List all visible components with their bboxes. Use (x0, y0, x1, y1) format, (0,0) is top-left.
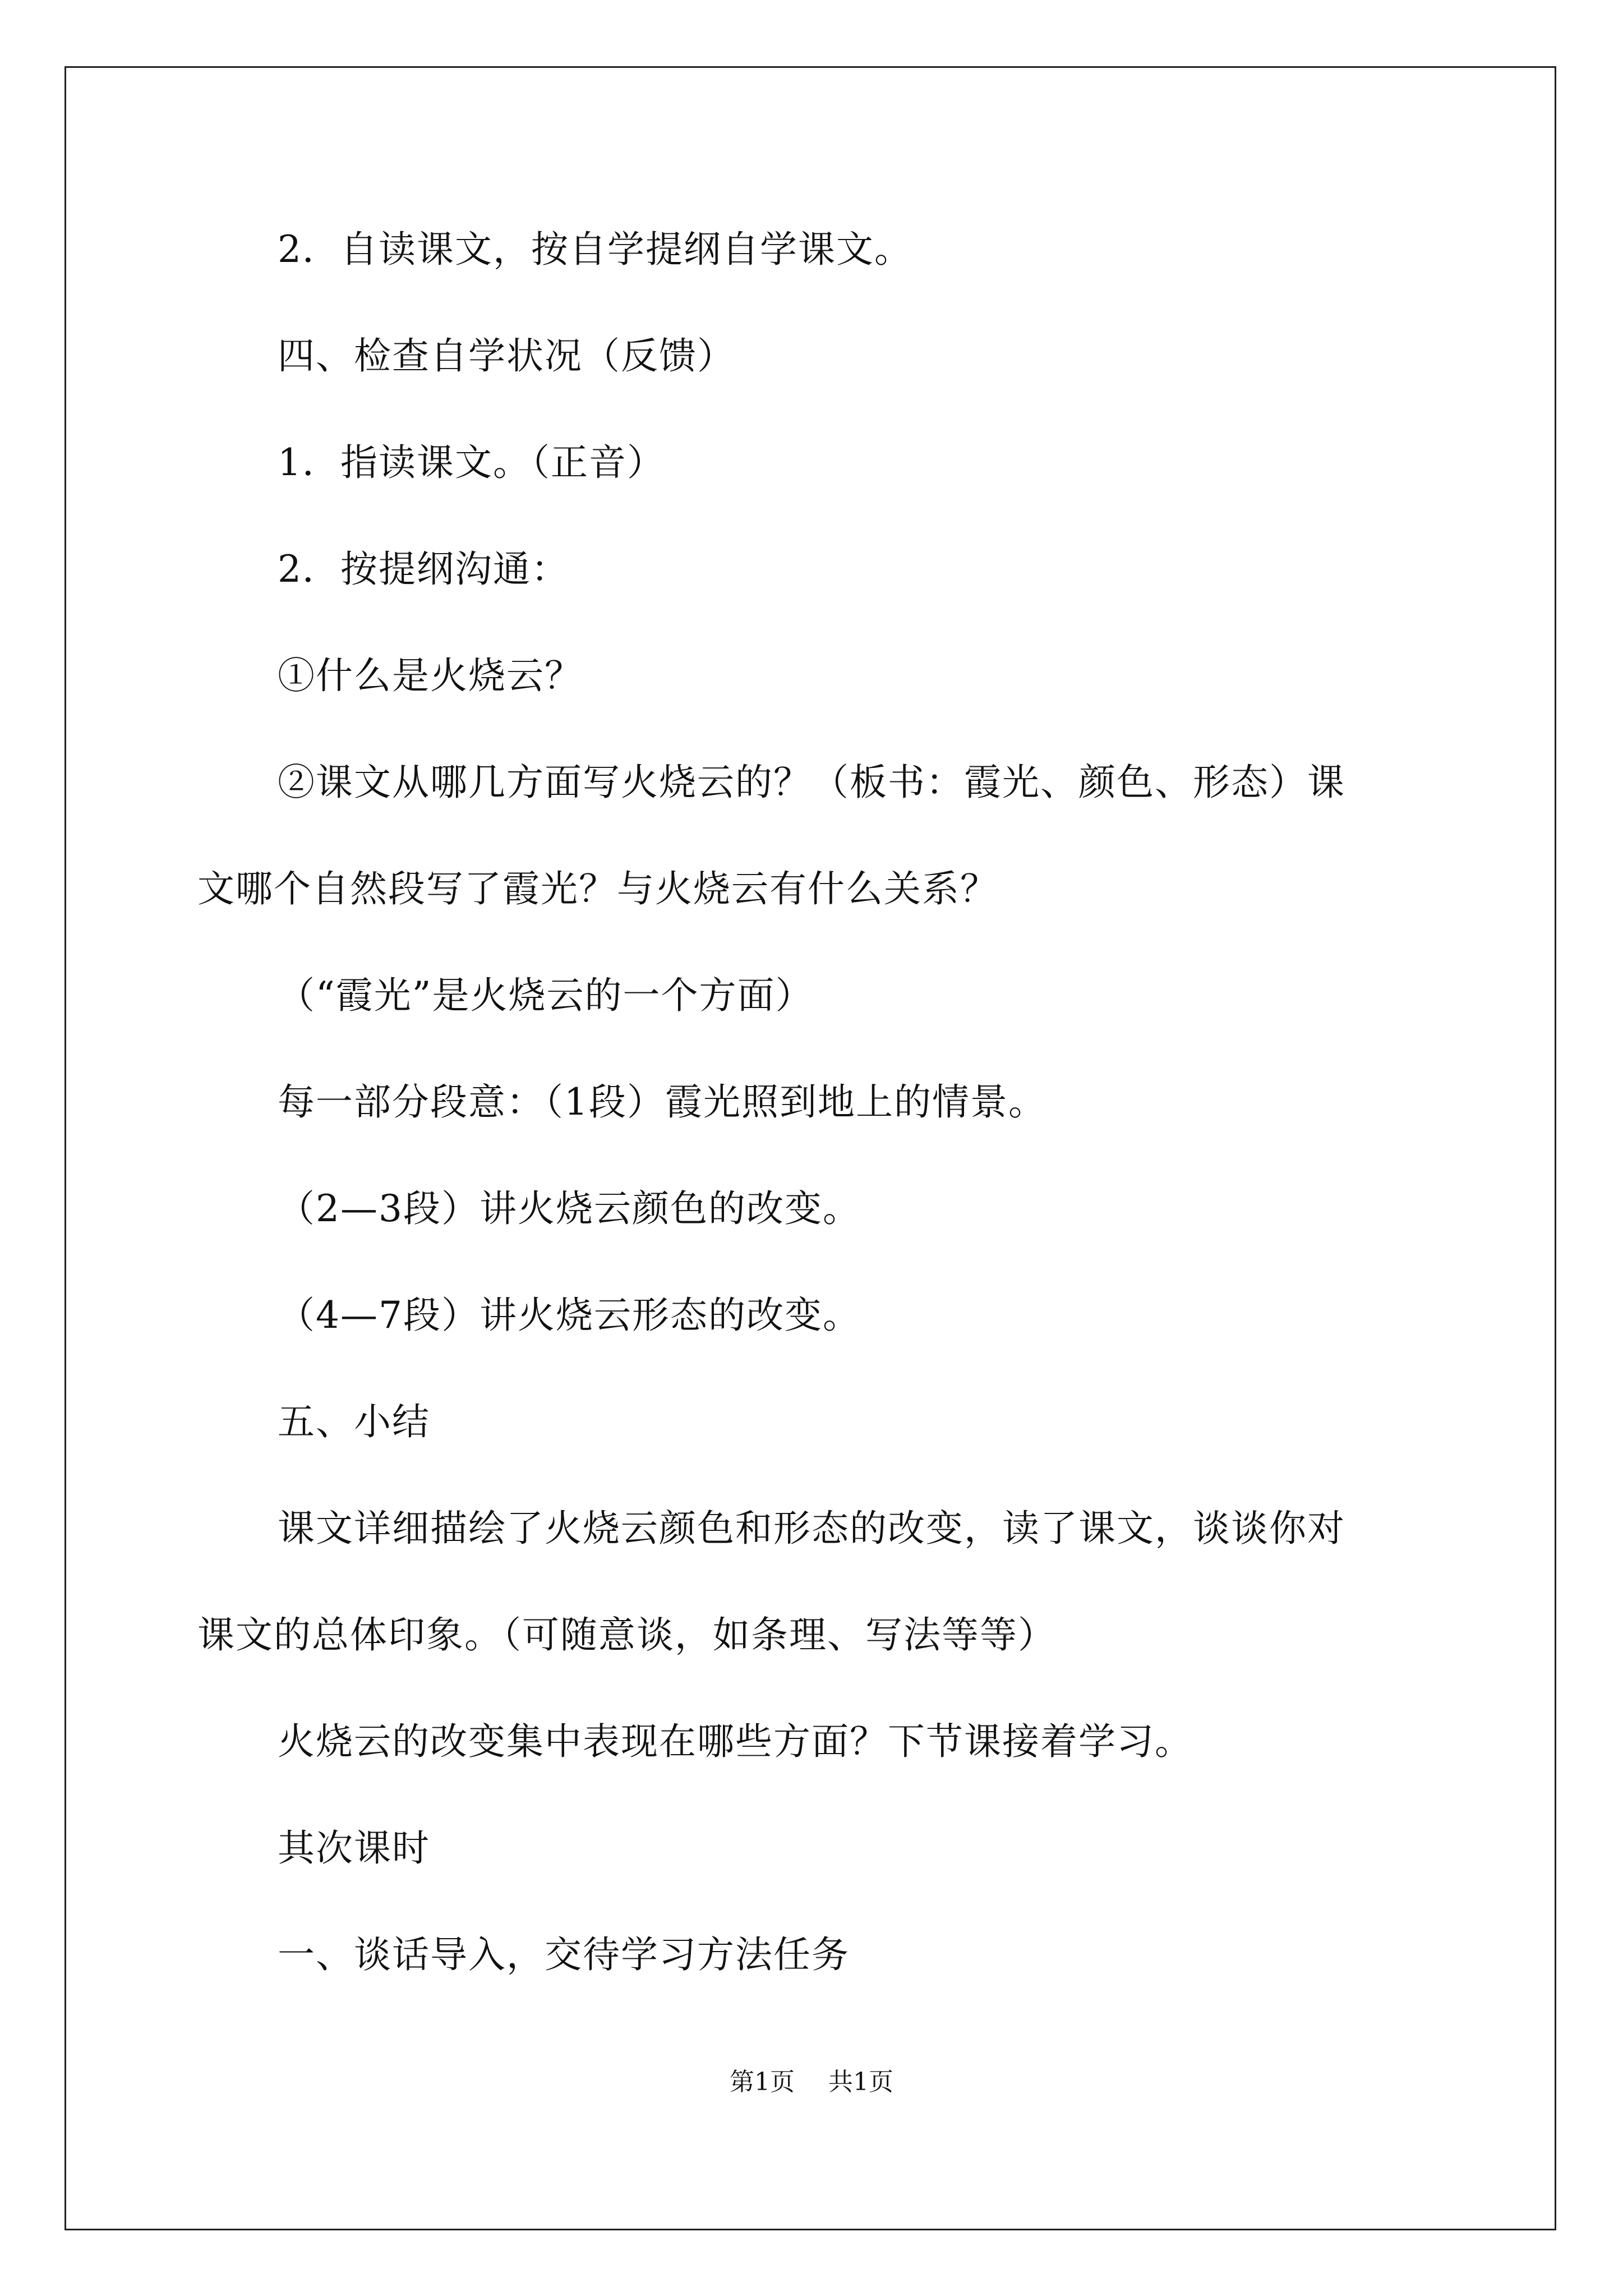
paragraph: （“霞光”是火烧云的一个方面） (278, 974, 814, 1017)
section-heading: 五、小结 (278, 1400, 430, 1443)
section-heading: 一、谈话导入，交待学习方法任务 (278, 1933, 850, 1976)
paragraph: （2—3段）讲火烧云颜色的改变。 (278, 1187, 861, 1230)
paragraph: 2．按提纲沟通： (278, 547, 569, 591)
paragraph: 每一部分段意：（1段）霞光照到地上的情景。 (278, 1080, 1046, 1124)
paragraph: ②课文从哪几方面写火烧云的？（板书：霞光、颜色、形态）课 (278, 761, 1345, 804)
page-footer (0, 2070, 1623, 2095)
paragraph: 1．指读课文。（正音） (278, 441, 665, 484)
paragraph: （4—7段）讲火烧云形态的改变。 (278, 1294, 861, 1337)
paragraph: 2．自读课文，按自学提纲自学课文。 (278, 228, 912, 271)
section-heading: 四、检查自学状况（反馈） (278, 334, 735, 378)
paragraph-continuation: 文哪个自然段写了霞光？与火烧云有什么关系？ (197, 867, 998, 910)
paragraph-continuation: 课文的总体印象。（可随意谈，如条理、写法等等） (197, 1613, 1056, 1657)
paragraph: ①什么是火烧云？ (278, 654, 583, 697)
page-number-total: 共1页 (828, 2068, 893, 2096)
section-heading: 其次课时 (278, 1826, 430, 1870)
paragraph: 课文详细描绘了火烧云颜色和形态的改变，读了课文，谈谈你对 (278, 1507, 1345, 1550)
page-number-current: 第1页 (730, 2068, 795, 2096)
paragraph: 火烧云的改变集中表现在哪些方面？下节课接着学习。 (278, 1720, 1193, 1763)
